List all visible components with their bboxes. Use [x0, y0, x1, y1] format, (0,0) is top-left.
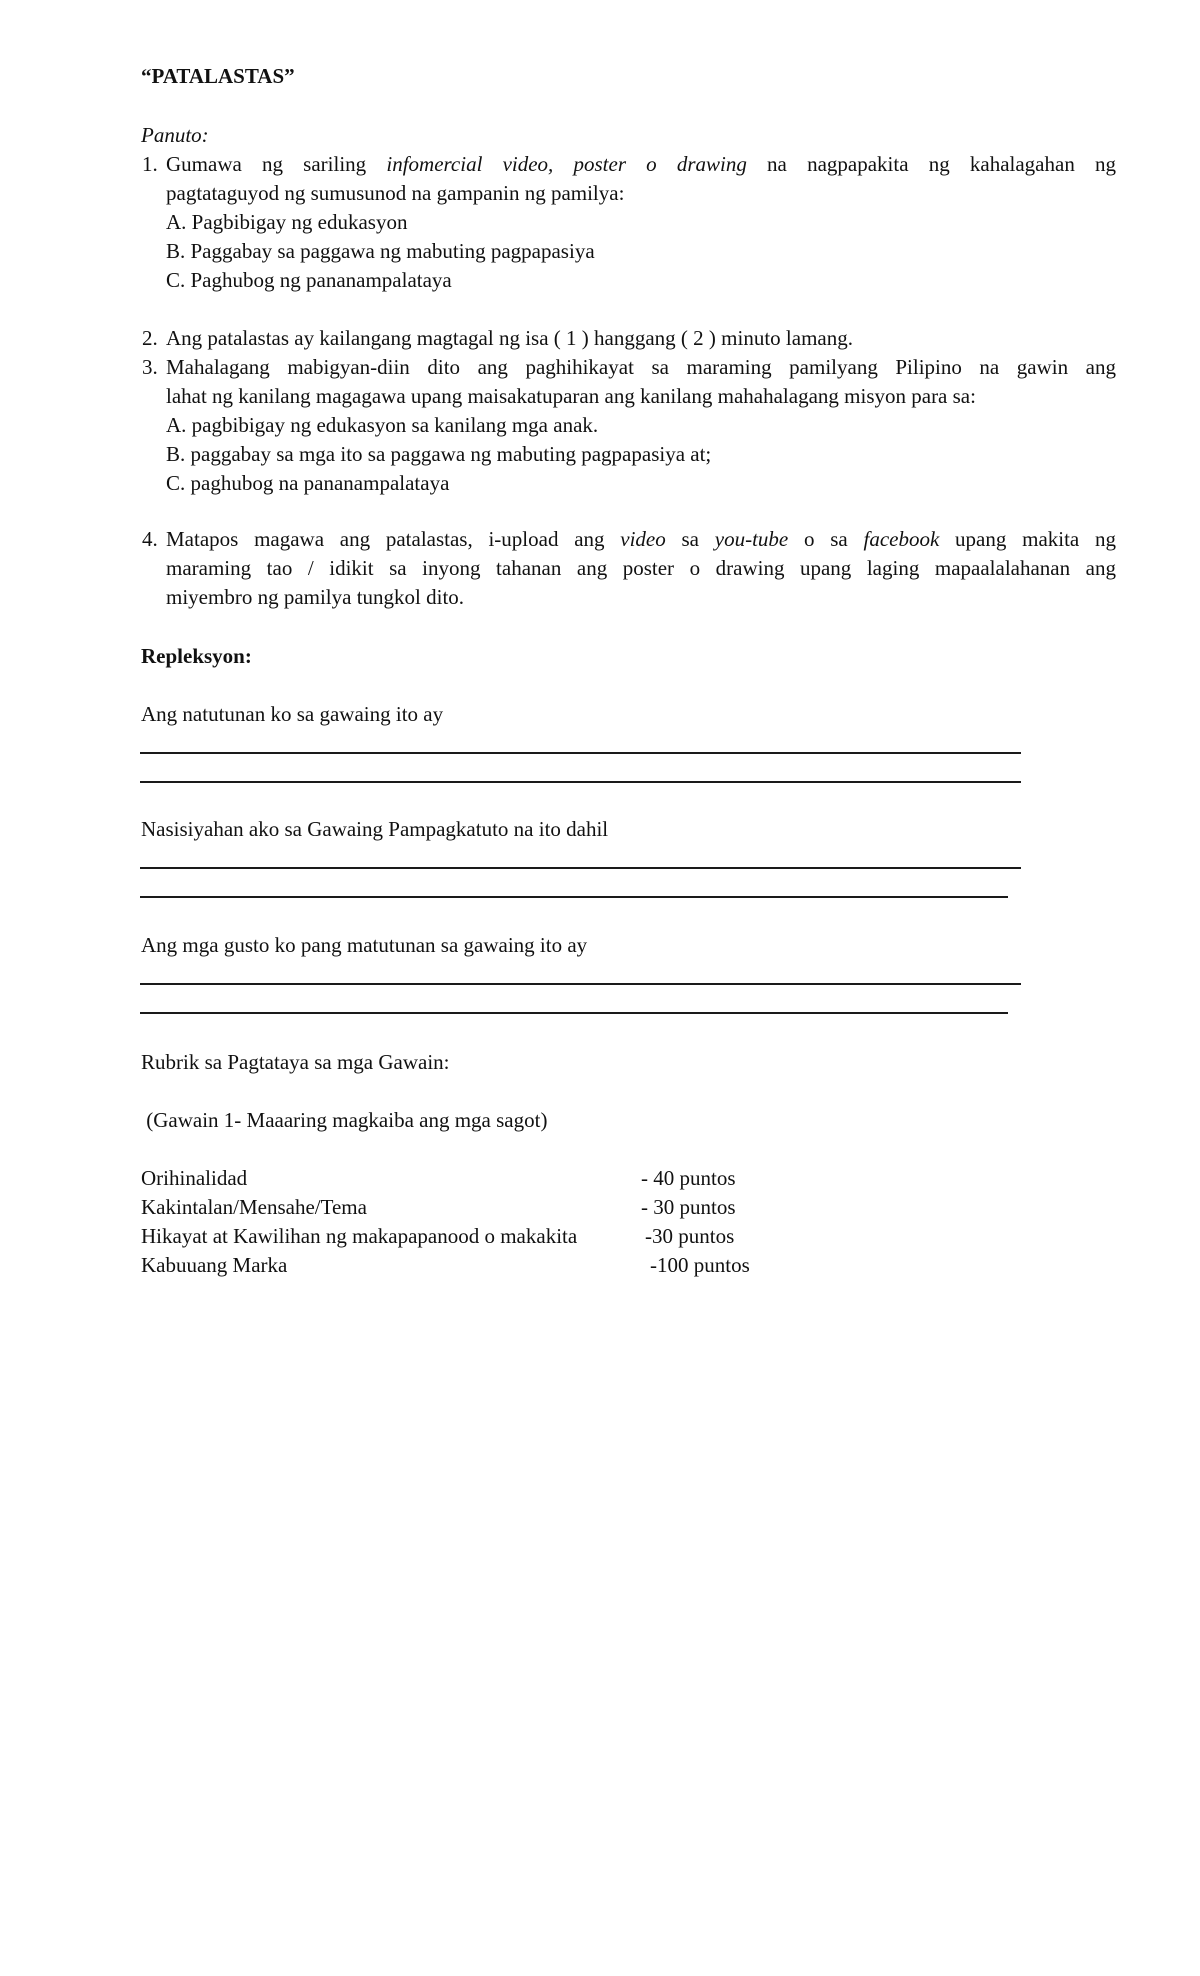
item-number: 3.: [142, 355, 158, 379]
reflection-heading: Repleksyon:: [141, 644, 252, 668]
youtube-emphasis: you-tube: [714, 527, 789, 551]
instruction-item-4: [142, 525, 1116, 612]
reflection-prompt-1: Ang natutunan ko sa gawaing ito ay: [141, 702, 444, 726]
item-2-line-1: Ang patalastas ay kailangang magtagal ng isa ( 1 ) hanggang ( 2 ) minuto lamang.: [166, 326, 853, 350]
rubric-points: -30 puntos: [645, 1224, 735, 1248]
answer-line: [140, 983, 1021, 985]
instruction-item-3: [142, 353, 1116, 498]
rubric-criterion: Kabuuang Marka: [141, 1253, 288, 1277]
facebook-emphasis: facebook: [863, 527, 940, 551]
answer-line: [140, 867, 1021, 869]
item-1-sub-a: A. Pagbibigay ng edukasyon: [166, 210, 408, 234]
rubric-points: - 30 puntos: [641, 1195, 736, 1219]
answer-line: [140, 781, 1021, 783]
text-run: Gumawa ng sariling: [166, 152, 387, 176]
text-run: Matapos magawa ang patalastas, i-upload ang: [166, 527, 621, 551]
page-title: “PATALASTAS”: [141, 64, 295, 88]
rubric-criterion: Hikayat at Kawilihan ng makapapanood o makakita: [141, 1224, 578, 1248]
item-3-sub-a: A. pagbibigay ng edukasyon sa kanilang mga anak.: [166, 413, 599, 437]
item-4-line-3: miyembro ng pamilya tungkol dito.: [166, 585, 465, 609]
answer-line: [140, 1012, 1008, 1014]
item-1-sub-c: C. Paghubog ng pananampalataya: [166, 268, 452, 292]
item-3-sub-b: B. paggabay sa mga ito sa paggawa ng mabuting pagpapasiya at;: [166, 442, 712, 466]
item-3-sub-c: C. paghubog na pananampalataya: [166, 471, 450, 495]
item-number: 1.: [142, 152, 158, 176]
item-4-line-2: maraming tao / idikit sa inyong tahanan ang poster o drawing upang laging mapaalalahanan ang: [166, 556, 1116, 580]
text-run: upang makita ng: [939, 527, 1117, 551]
item-4-line-1: [166, 525, 1116, 554]
item-1-sub-b: B. Paggabay sa paggawa ng mabuting pagpapasiya: [166, 239, 595, 263]
rubric-points: - 40 puntos: [641, 1166, 736, 1190]
video-emphasis: video: [620, 527, 666, 551]
rubric-note: (Gawain 1- Maaaring magkaiba ang mga sagot): [141, 1108, 548, 1132]
rubric-heading: Rubrik sa Pagtataya sa mga Gawain:: [141, 1050, 450, 1074]
item-3-line-2: lahat ng kanilang magagawa upang maisakatuparan ang kanilang mahahalagang misyon para sa:: [166, 384, 976, 408]
reflection-prompt-2: Nasisiyahan ako sa Gawaing Pampagkatuto na ito dahil: [141, 817, 609, 841]
answer-line: [140, 896, 1008, 898]
instruction-item-1: [142, 150, 1116, 295]
answer-line: [140, 752, 1021, 754]
instruction-item-2: [142, 324, 1116, 353]
item-number: 2.: [142, 326, 158, 350]
instructions-label: Panuto:: [141, 123, 209, 147]
media-types-emphasis: infomercial video, poster o drawing: [386, 152, 747, 176]
item-3-line-1: Mahalagang mabigyan-diin dito ang paghihikayat sa maraming pamilyang Pilipino na gawin ang: [166, 355, 1116, 379]
rubric-points: -100 puntos: [650, 1253, 750, 1277]
item-1-line-1: [166, 150, 1116, 179]
text-run: o sa: [788, 527, 864, 551]
item-1-line-2: pagtataguyod ng sumusunod na gampanin ng pamilya:: [166, 181, 625, 205]
rubric-criterion: Orihinalidad: [141, 1166, 248, 1190]
item-number: 4.: [142, 527, 158, 551]
text-run: sa: [665, 527, 715, 551]
reflection-prompt-3: Ang mga gusto ko pang matutunan sa gawaing ito ay: [141, 933, 588, 957]
rubric-criterion: Kakintalan/Mensahe/Tema: [141, 1195, 367, 1219]
text-run: na nagpapakita ng kahalagahan ng: [746, 152, 1117, 176]
